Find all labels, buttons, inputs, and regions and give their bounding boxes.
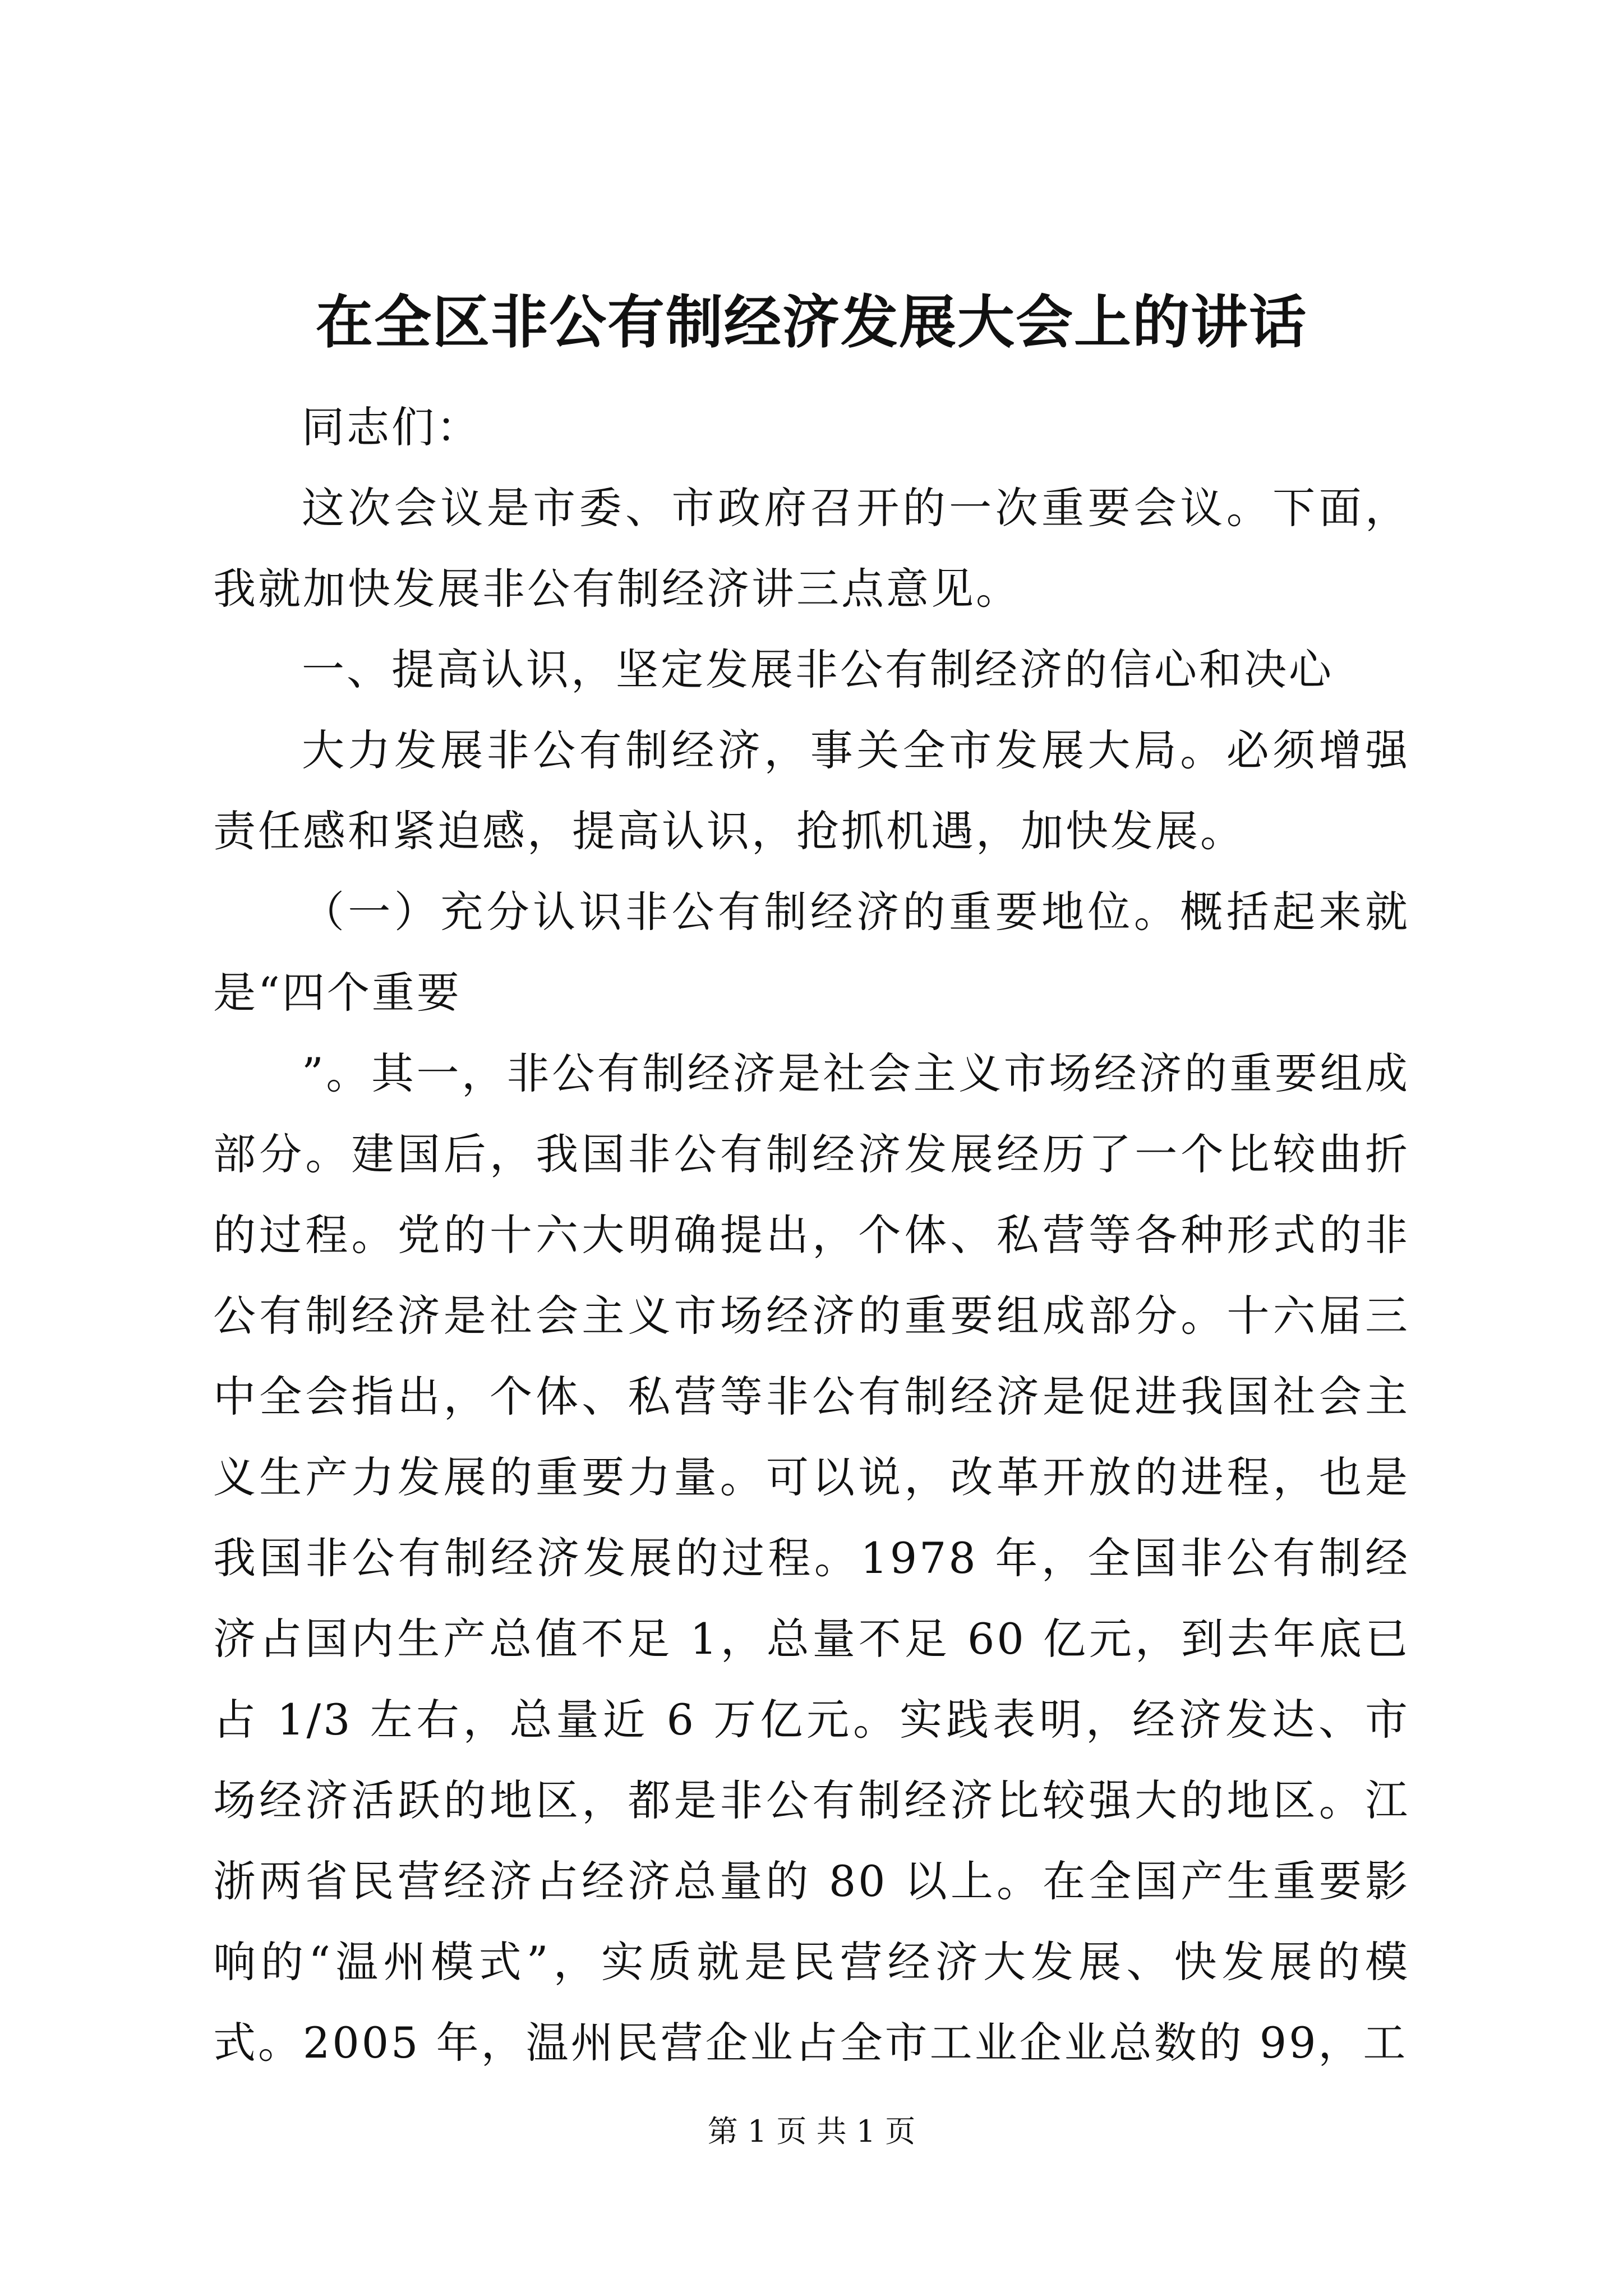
intro-paragraph: 这次会议是市委、市政府召开的一次重要会议。下面，我就加快发展非公有制经济讲三点意见。 [213, 483, 1410, 614]
body-paragraph: ”。其一，非公有制经济是社会主义市场经济的重要组成部分。建国后，我国非公有制经济发展经历了一个比较曲折的过程。党的十六大明确提出，个体、私营等各种形式的非公有制经济是社会主义市场经济的重要组成部分。十六届三中全会指出，个体、私营等非公有制经济是促进我国社会主义生产力发展的重要力量。可以说，改革开放的进程，也是我国非公有制经济发展的过程。1978 年，全国非公有制经济占国内生产总值不足 1，总量不足 60 亿元，到去年底已占 1/3 左右，总量近 6 万亿元。实践表明，经济发达、市场经济活跃的地区，都是非公有制经济比较强大的地区。江浙两省民营经济占经济总量的 80 以上。在全国产生重要影响的“温州模式”，实质就是民营经济大发展、快发展的模式。2005 年，温州民营企业占全市工业企业总数的 99，工 [213, 1048, 1410, 2068]
salutation-paragraph: 同志们： [302, 402, 481, 452]
subsection-heading: （一）充分认识非公有制经济的重要地位。概括起来就是“四个重要 [213, 887, 1410, 1018]
document-title: 在全区非公有制经济发展大会上的讲话 [316, 289, 1307, 356]
body-paragraph: 大力发展非公有制经济，事关全市发展大局。必须增强责任感和紧迫感，提高认识，抢抓机遇，加快发展。 [213, 725, 1410, 856]
section-heading: 一、提高认识，坚定发展非公有制经济的信心和决心 [302, 645, 1334, 694]
page-footer: 第 1 页 共 1 页 [707, 2114, 916, 2149]
document-body [213, 387, 1410, 2083]
